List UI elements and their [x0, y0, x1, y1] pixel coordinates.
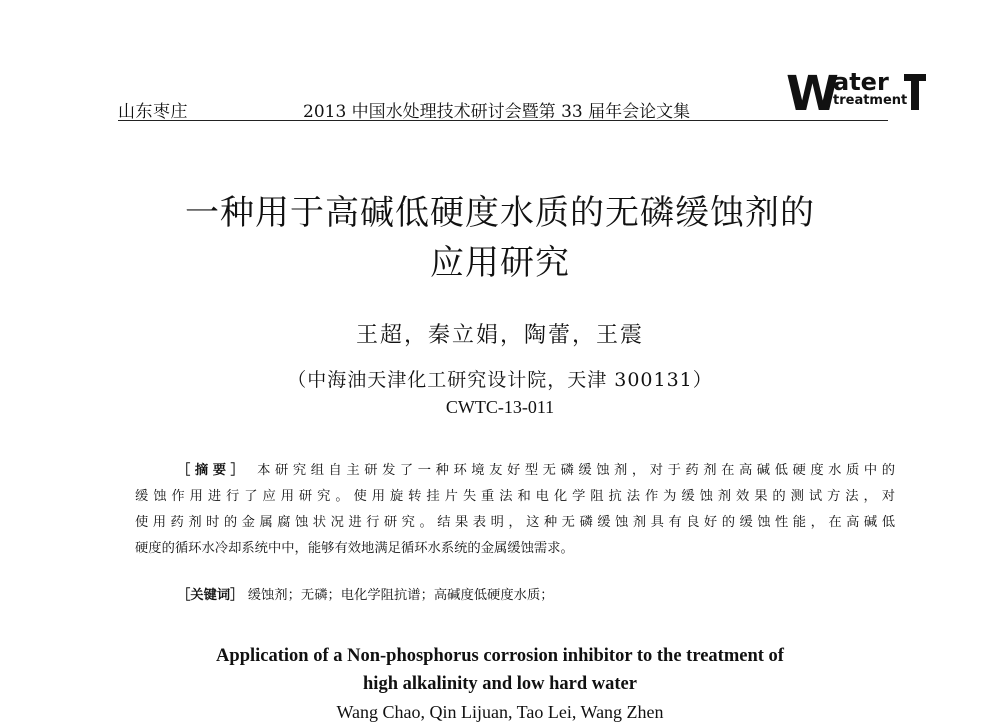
abstract-line-3: 使用药剂时的金属腐蚀状况进行研究。结果表明，这种无磷缓蚀剂具有良好的缓蚀性能，在高碱低 — [135, 515, 895, 530]
english-title-line-1: Application of a Non-phosphorus corrosion inhibitor to the treatment of — [216, 646, 784, 666]
logo-word-ater: ater — [833, 68, 889, 96]
english-author-list: Wang Chao, Qin Lijuan, Tao Lei, Wang Zhen — [336, 702, 664, 722]
water-treatment-logo — [786, 66, 936, 122]
abstract-label: ［摘要］ — [177, 463, 249, 478]
paper-title-line-2: 应用研究 — [430, 243, 570, 283]
logo-letter-w: W — [786, 66, 836, 122]
english-title — [0, 642, 1000, 698]
author-list: 王超，秦立娟，陶蕾，王震 — [355, 323, 644, 348]
keywords-text: 缓蚀剂；无磷；电化学阻抗谱；高碱度低硬度水质； — [247, 588, 554, 603]
abstract-line-4: 硬度的循环水冷却系统中中，能够有效地满足循环水系统的金属缓蚀需求。 — [135, 541, 574, 556]
abstract-line-1 — [135, 458, 895, 484]
logo-letter-t — [904, 74, 926, 110]
affiliation: （中海油天津化工研究设计院，天津 300131） — [287, 369, 713, 391]
header-rule — [118, 120, 888, 121]
paper-id: CWTC-13-011 — [445, 397, 555, 417]
paper-title-line-1: 一种用于高碱低硬度水质的无磷缓蚀剂的 — [185, 193, 815, 233]
paper-title — [0, 188, 1000, 288]
keywords — [177, 584, 554, 603]
english-title-line-2: high alkalinity and low hard water — [363, 674, 637, 694]
header-location: 山东枣庄 — [118, 102, 188, 122]
abstract — [135, 458, 895, 562]
keywords-label: ［关键词］ — [177, 588, 244, 603]
logo-word-treatment: treatment — [833, 93, 908, 108]
header-proceedings: 2013 中国水处理技术研讨会暨第 33 届年会论文集 — [303, 102, 691, 122]
abstract-line-2: 缓蚀作用进行了应用研究。使用旋转挂片失重法和电化学阻抗法作为缓蚀剂效果的测试方法，对 — [135, 489, 895, 504]
abstract-text-1: 本研究组自主研发了一种环境友好型无磷缓蚀剂，对于药剂在高碱低硬度水质中的 — [257, 463, 896, 478]
running-header — [0, 0, 1000, 120]
